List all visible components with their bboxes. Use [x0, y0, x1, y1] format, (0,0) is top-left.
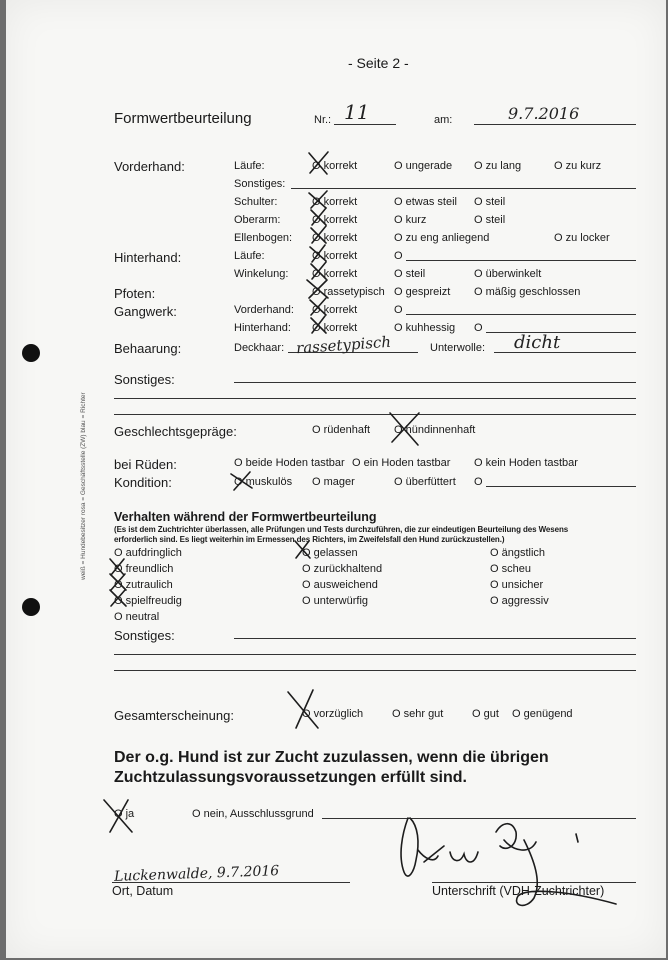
winkelung-label: Winkelung:	[234, 268, 289, 280]
option-nein[interactable]: O nein, Ausschlussgrund	[192, 808, 314, 820]
hinterhand-label: Hinterhand:	[114, 250, 182, 265]
sonstiges-label: Sonstiges:	[114, 372, 175, 387]
option-huendinnenhaft[interactable]: O hündinnenhaft	[394, 424, 476, 436]
option-ueberfuettert[interactable]: O überfüttert	[394, 476, 456, 488]
option-ein-hoden[interactable]: O ein Hoden tastbar	[352, 457, 451, 469]
option-zu-lang[interactable]: O zu lang	[474, 160, 522, 172]
option-ueberwinkelt[interactable]: O überwinkelt	[474, 268, 542, 280]
option-korrekt[interactable]: O korrekt	[312, 214, 358, 226]
deckhaar-value: rassetypisch	[295, 332, 392, 358]
nr-label: Nr.:	[314, 114, 332, 126]
option-other[interactable]: O	[394, 250, 403, 262]
option-mager[interactable]: O mager	[312, 476, 355, 488]
option-etwas-steil[interactable]: O etwas steil	[394, 196, 457, 208]
gangwerk-label: Gangwerk:	[114, 304, 177, 319]
option-korrekt[interactable]: O korrekt	[312, 304, 358, 316]
option-zu-eng-anliegend[interactable]: O zu eng anliegend	[394, 232, 490, 244]
am-value: 9.7.2016	[508, 104, 580, 123]
option-vorzueglich[interactable]: O vorzüglich	[302, 708, 364, 720]
am-label: am:	[434, 114, 453, 126]
option-korrekt[interactable]: O korrekt	[312, 232, 358, 244]
option-kuhhessig[interactable]: O kuhhessig	[394, 322, 456, 334]
option-aggressiv[interactable]: O aggressiv	[490, 595, 549, 607]
signature-label: Unterschrift (VDH-Zuchtrichter)	[432, 884, 605, 898]
option-zurueckhaltend[interactable]: O zurückhaltend	[302, 563, 383, 575]
option-korrekt[interactable]: O korrekt	[312, 196, 358, 208]
unterwolle-value: dicht	[514, 332, 561, 353]
form-sheet	[6, 0, 666, 958]
option-aengstlich[interactable]: O ängstlich	[490, 547, 546, 559]
option-gut[interactable]: O gut	[472, 708, 499, 720]
sonstiges-label: Sonstiges:	[234, 178, 286, 190]
deckhaar-label: Deckhaar:	[234, 342, 285, 354]
punch-hole	[22, 344, 40, 362]
unterwolle-label: Unterwolle:	[430, 342, 486, 354]
nr-value: 11	[344, 100, 370, 124]
option-spielfreudig[interactable]: O spielfreudig	[114, 595, 182, 607]
option-muskuloes[interactable]: O muskulös	[234, 476, 293, 488]
option-korrekt[interactable]: O korrekt	[312, 250, 358, 262]
option-zu-kurz[interactable]: O zu kurz	[554, 160, 602, 172]
option-korrekt[interactable]: O korrekt	[312, 160, 358, 172]
hinterhand-sub-label: Hinterhand:	[234, 322, 291, 334]
vorderhand-sub-label: Vorderhand:	[234, 304, 294, 316]
punch-hole	[22, 598, 40, 616]
option-ruedenhaft[interactable]: O rüdenhaft	[312, 424, 371, 436]
option-gespreizt[interactable]: O gespreizt	[394, 286, 451, 298]
gesamterscheinung-label: Gesamterscheinung:	[114, 708, 234, 723]
margin-note: weiß = Hundebesitzer rosa = Geschäftsstelle (ZW) blau = Richter	[80, 392, 87, 580]
option-ja[interactable]: O ja	[114, 808, 135, 820]
option-aufdringlich[interactable]: O aufdringlich	[114, 547, 182, 559]
pfoten-label: Pfoten:	[114, 286, 156, 301]
option-unterwuerfig[interactable]: O unterwürfig	[302, 595, 369, 607]
option-rassetypisch[interactable]: O rassetypisch	[312, 286, 385, 298]
vorderhand-label: Vorderhand:	[114, 159, 185, 174]
verhalten-note-1: (Es ist dem Zuchtrichter überlassen, alle Prüfungen und Tests durchzuführen, die zur eindeutigen Beurteilung des Wesens	[114, 525, 569, 534]
statement-line-2: Zuchtzulassungsvoraussetzungen erfüllt sind.	[114, 769, 467, 786]
verhalten-title: Verhalten während der Formwertbeurteilung	[114, 510, 377, 524]
option-other[interactable]: O	[474, 476, 483, 488]
statement-line-1: Der o.g. Hund ist zur Zucht zuzulassen, wenn die übrigen	[114, 749, 549, 766]
option-gelassen[interactable]: O gelassen	[302, 547, 358, 559]
ort-datum-label: Ort, Datum	[112, 884, 174, 898]
option-genuegend[interactable]: O genügend	[512, 708, 573, 720]
laeufe-label: Läufe:	[234, 250, 265, 262]
option-korrekt[interactable]: O korrekt	[312, 322, 358, 334]
ort-datum-value: Luckenwalde, 9.7.2016	[113, 863, 280, 885]
option-freundlich[interactable]: O freundlich	[114, 563, 174, 575]
option-unsicher[interactable]: O unsicher	[490, 579, 544, 591]
form-title: Formwertbeurteilung	[114, 110, 252, 127]
geschlechtsgepraege-label: Geschlechtsgepräge:	[114, 424, 237, 439]
option-kurz[interactable]: O kurz	[394, 214, 427, 226]
rueden-label: bei Rüden:	[114, 457, 177, 472]
option-steil[interactable]: O steil	[474, 214, 506, 226]
option-other[interactable]: O	[474, 322, 483, 334]
schulter-label: Schulter:	[234, 196, 278, 208]
option-zu-locker[interactable]: O zu locker	[554, 232, 610, 244]
option-ungerade[interactable]: O ungerade	[394, 160, 453, 172]
page-number: - Seite 2 -	[348, 55, 409, 71]
option-beide-hoden[interactable]: O beide Hoden tastbar	[234, 457, 345, 469]
oberarm-label: Oberarm:	[234, 214, 281, 226]
option-other[interactable]: O	[394, 304, 403, 316]
option-zutraulich[interactable]: O zutraulich	[114, 579, 173, 591]
verhalten-note-2: erforderlich sind. Es liegt weiterhin im Ermessen des Richters, im Zweifelsfall den Hund zurückzustellen.)	[114, 535, 505, 544]
behaarung-label: Behaarung:	[114, 341, 182, 356]
option-steil[interactable]: O steil	[474, 196, 506, 208]
option-steil[interactable]: O steil	[394, 268, 426, 280]
option-neutral[interactable]: O neutral	[114, 611, 160, 623]
option-ausweichend[interactable]: O ausweichend	[302, 579, 378, 591]
option-kein-hoden[interactable]: O kein Hoden tastbar	[474, 457, 578, 469]
kondition-label: Kondition:	[114, 475, 172, 490]
laeufe-label: Läufe:	[234, 160, 265, 172]
option-maessig-geschlossen[interactable]: O mäßig geschlossen	[474, 286, 581, 298]
option-korrekt[interactable]: O korrekt	[312, 268, 358, 280]
option-sehr-gut[interactable]: O sehr gut	[392, 708, 444, 720]
ellenbogen-label: Ellenbogen:	[234, 232, 293, 244]
sonstiges-label: Sonstiges:	[114, 628, 175, 643]
option-scheu[interactable]: O scheu	[490, 563, 531, 575]
